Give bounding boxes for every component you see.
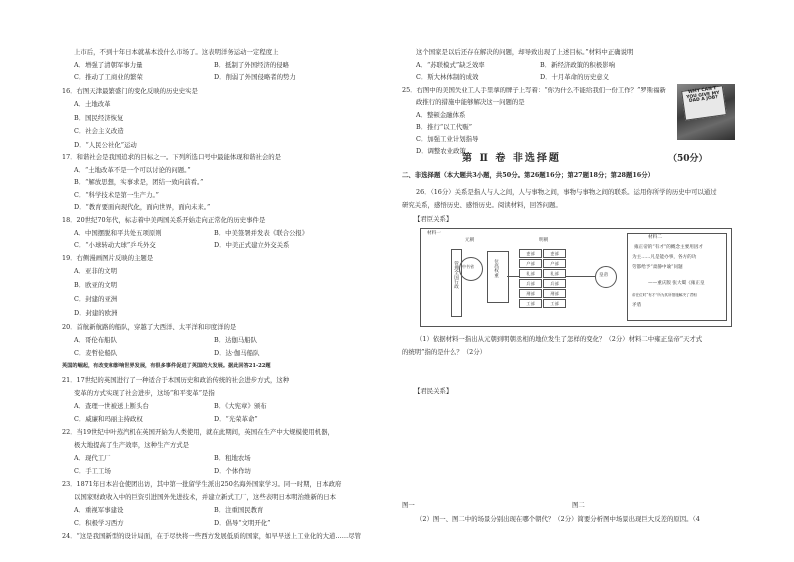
q24-option-b: B．新经济政策的积极影响 — [540, 61, 615, 69]
q24-option-c: C．斯大林体制的成效 — [416, 73, 479, 81]
q21-option-d: D．“光荣革命” — [214, 415, 258, 423]
ministry-2: 户部 — [519, 259, 542, 268]
q20-option-b: B．达伽马船队 — [214, 336, 258, 344]
q20-option-d: D．达·伽马船队 — [214, 349, 260, 357]
arrow-2 — [565, 276, 595, 277]
ministry-1b: 吏部 — [543, 249, 566, 258]
sub-question-1b: 的统明”指的是什么？（2分） — [402, 348, 487, 356]
sub-question-2: （2）图一、图二中的场景分别出现在哪个朝代？（2分）简要分析图中场景出现巨大反差的原因。（4 — [416, 515, 700, 523]
q25-option-d: D．调整农业政策 — [416, 147, 466, 155]
q21-22-note: 英国的崛起，有改变和影响世界发展，有很多事件促进了英国的大发展。据此回答21-22题 — [62, 363, 271, 369]
q19-stem: 19．右侧漫画图片反映的主题是 — [62, 254, 154, 262]
admin-label: 管理全国行政 — [453, 261, 459, 289]
q24-stem: 24．“这是我国新型的设计局面，在于尽快将一些西方发展低质的国家，如早早送上工业化的大道……尽管 — [62, 532, 361, 540]
q18-option-b: B．中美签署并发表《联合公报》 — [214, 229, 309, 237]
q18-option-a: A．中国摆脱和平共处五项原则 — [74, 229, 162, 237]
q15-option-a: A．增强了清朝军事力量 — [74, 61, 143, 69]
q21-option-b: B．《大宪章》颁布 — [214, 402, 267, 410]
material-2-box — [627, 233, 727, 321]
part-two-title: 第 Ⅱ 卷 非选择题 — [462, 153, 561, 164]
q22-stem-2: 极大地提高了生产效率，这种生产方式是 — [74, 441, 190, 449]
q20-option-a: A．哥伦布船队 — [74, 336, 117, 344]
center-label: 中书省 — [462, 264, 474, 269]
material-2-label: 材料二 — [648, 235, 662, 240]
arrow-1 — [507, 276, 519, 277]
q20-stem: 20．首航新航路的船队，穿越了大西洋、太平洋和印度洋的是 — [62, 323, 237, 331]
ministry-4b: 兵部 — [543, 279, 566, 288]
q18-option-c: C．“小球转动大球”乒乓外交 — [74, 241, 156, 249]
protest-sign: WHY CAN'T YOU GIVE MY DAD A JOB? — [681, 85, 727, 121]
q19-option-a: A．亚非的文明 — [74, 267, 117, 275]
q15-tail: 上市后，不到十年日本就基本没什么市场了。这表明洋务运动一定程度上 — [74, 48, 279, 56]
q25-option-c: C．加强工业计划指导 — [416, 135, 479, 143]
section-two-heading: 二、非选择题（本大题共3小题，共50分。第26题16分；第27题18分；第28题16分） — [402, 171, 655, 179]
q23-stem: 23．1871年日本岩仓使团出访，其中第一批留学生派出250名海外国家学习。同一时期，日本政府 — [62, 480, 342, 488]
q21-stem: 21．17世纪的英国进行了一种适合于本国历史和政治传统的社会进步方式，这种 — [62, 376, 290, 384]
q16-stem: 16．右图天津最繁盛门的变化反映的历史史实是 — [62, 87, 198, 95]
q17-option-a: A．“土地改革不是一个可以讨论的问题。” — [74, 166, 191, 174]
q26-stem: 26．（16分）关系是指人与人之间，人与事物之间，事物与事物之间的联系。运用你所学的历史中可以通过 — [416, 188, 717, 196]
q21-option-c: C．威廉和玛丽主持政权 — [74, 415, 143, 423]
q15-option-c: C．推动了工商业的繁荣 — [74, 73, 143, 81]
q17-option-b: B．“解放思想，实事求是，团结一致向前看。” — [74, 178, 204, 186]
q17-option-d: D．“教育要面向现代化，面向世界，面向未来。” — [74, 203, 211, 211]
center-circle — [459, 257, 483, 281]
q17-option-c: C．“科学技术是第一生产力。” — [74, 191, 159, 199]
q16-option-a: A．土地改革 — [74, 100, 111, 108]
q15-option-d: D．削弱了外国侵略者的势力 — [214, 73, 296, 81]
q16-option-b: B．国民经济恢复 — [74, 114, 124, 122]
ming-label: 明朝 — [539, 238, 549, 243]
relation-tag-2: 【君民关系】 — [414, 387, 453, 395]
quote-source-1: ——重庆版 张大蜀《雍正皇 — [648, 281, 705, 286]
q25-option-b: B．推行“以工代赈” — [416, 123, 472, 131]
ministry-5: 刑部 — [519, 289, 542, 298]
q22-option-d: D．个体作坊 — [214, 467, 252, 475]
quote-line-1: 雍正帝的“有才”的概念主要用因才 — [634, 245, 704, 250]
q25-stem: 25．右图中的美国失业工人手里拿的牌子上写着：“你为什么不能给我们一份工作？”罗斯福新 — [402, 87, 666, 94]
ministry-6: 工部 — [519, 299, 542, 308]
q23-option-b: B．注重国民教育 — [214, 506, 264, 514]
material-1-label: 材料一 — [427, 231, 441, 236]
q19-option-c: C．封建的亚洲 — [74, 295, 118, 303]
figure-2-label: 图二 — [572, 501, 585, 509]
q21-stem-2: 变革的方式实现了社会进步，这场“和平变革”是指 — [74, 389, 215, 397]
ministry-4: 兵部 — [519, 279, 542, 288]
ministry-1: 吏部 — [519, 249, 542, 258]
ministry-2b: 户部 — [543, 259, 566, 268]
q26-stem-2: 研究关系，感悟历史、感悟历史。阅读材料，回答问题。 — [402, 201, 562, 209]
power-label: 位高权重 — [493, 259, 499, 278]
ministry-3b: 礼部 — [543, 269, 566, 278]
part-two-score: （50分） — [668, 154, 708, 164]
quote-line-3: 劳都给予“肃静中谕”问题 — [632, 265, 683, 270]
q16-option-d: D．“人民公社化”运动 — [74, 141, 137, 149]
q22-option-c: C．手工工场 — [74, 467, 111, 475]
q25-stem-2: 政推行的措施中能够解决这一问题的是 — [416, 98, 525, 106]
emperor-label: 皇帝 — [599, 273, 609, 278]
q23-stem-2: 以国家财政收入中的巨资引进国外先进技术，并建立新式工厂，这些表明日本明治维新的日本 — [74, 493, 337, 501]
q23-option-a: A．重视军事建设 — [74, 506, 124, 514]
q24-option-d: D．十月革命的历史意义 — [540, 73, 610, 81]
q21-option-a: A．查理一世被送上断头台 — [74, 402, 149, 410]
ministry-5b: 刑部 — [543, 289, 566, 298]
q18-stem: 18．20世纪70年代，标志着中美两国关系开始走向正常化的历史事件是 — [62, 216, 266, 224]
q19-option-d: D．封建的欧洲 — [74, 309, 118, 317]
figure-1-label: 图一 — [402, 501, 415, 509]
ministry-3: 礼部 — [519, 269, 542, 278]
quote-line-2: 为主……凡是能办事，各方的功 — [632, 255, 697, 260]
q19-option-b: B．欧亚的文明 — [74, 281, 118, 289]
ministry-6b: 工部 — [543, 299, 566, 308]
sub-question-1: （1）依据材料一指出从元朝到明朝丞相的地位发生了怎样的变化？（2分）材料二中雍正皇帝“天才式 — [416, 335, 703, 343]
unemployment-photo — [677, 84, 735, 140]
material-diagram — [420, 228, 732, 327]
q15-option-b: B．抵制了外国经济的侵略 — [214, 61, 289, 69]
q22-stem: 22．当19世纪中叶蒸汽机在英国开始为人类使用，就在此期间，英国在生产中大规模使用机器， — [62, 428, 334, 436]
quote-source-3: 矛盾 — [632, 303, 642, 308]
q23-option-c: C．积极学习西方 — [74, 519, 124, 527]
q16-option-c: C．社会主义改造 — [74, 127, 124, 135]
q24-option-a: A．“苏联模式”缺乏效率 — [416, 61, 485, 69]
relation-tag-1: 【君臣关系】 — [414, 215, 453, 223]
q25-option-a: A．整顿金融体系 — [416, 111, 466, 119]
q24-tail: 这个国家是以后还存在解决的问题，却导致出现了上述目标。”材料中正确说明 — [416, 48, 634, 56]
q18-option-d: D．中美正式建立外交关系 — [214, 241, 290, 249]
q23-option-d: D．倡导“文明开化” — [214, 519, 271, 527]
quote-source-2: 帝在位时“有才”所为其所措施解决了君相 — [632, 293, 697, 297]
q20-option-c: C．麦哲伦船队 — [74, 349, 118, 357]
q17-stem: 17．和谐社会是我国追求的目标之一。下列所选口号中最能体现和谐社会的是 — [62, 153, 282, 161]
yuan-label: 元朝 — [465, 238, 475, 243]
q22-option-b: B．租地农场 — [214, 454, 251, 462]
q22-option-a: A．现代工厂 — [74, 454, 111, 462]
